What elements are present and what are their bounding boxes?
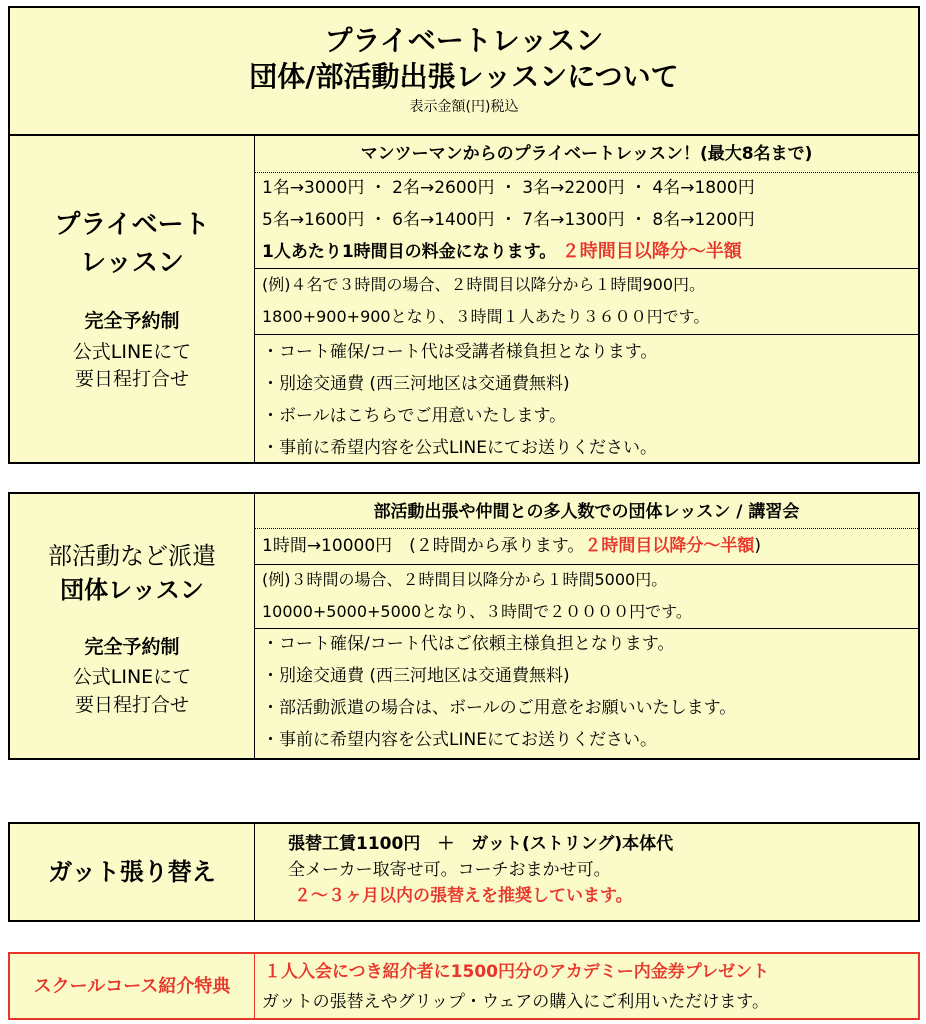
header-box bbox=[8, 6, 920, 136]
group-divider-2 bbox=[255, 564, 918, 565]
referral-divider bbox=[254, 954, 255, 1018]
group-heading-divider bbox=[255, 528, 918, 529]
gut-label: ガット張り替え bbox=[48, 858, 216, 886]
private-heading: マンツーマンからのプライベートレッスン！(最大8名まで) bbox=[360, 144, 813, 164]
group-lesson-box bbox=[8, 492, 920, 760]
private-price-note-red: ２時間目以降分〜半額 bbox=[561, 241, 742, 262]
private-heading-divider bbox=[255, 172, 918, 173]
gut-line1: 張替工賃1100円 ＋ ガット(ストリング)本体代 bbox=[288, 834, 674, 854]
referral-line1: １人入会につき紹介者に1500円分のアカデミー内金券プレゼント bbox=[264, 962, 770, 982]
private-contact-line1: 公式LINEにて bbox=[72, 341, 192, 363]
private-note-3: ・ボールはこちらでご用意いたします。 bbox=[262, 406, 567, 426]
group-note-4: ・事前に希望内容を公式LINEにてお送りください。 bbox=[262, 730, 657, 750]
private-label-line2: レッスン bbox=[80, 248, 184, 278]
private-divider bbox=[254, 136, 255, 462]
group-label-line1: 部活動など派遣 bbox=[48, 542, 216, 570]
private-lesson-box bbox=[8, 134, 920, 464]
tax-note: 表示金額(円)税込 bbox=[409, 99, 519, 115]
group-divider bbox=[254, 494, 255, 758]
group-note-1: ・コート確保/コート代はご依頼主様負担となります。 bbox=[262, 634, 675, 654]
group-contact-line2: 要日程打合せ bbox=[74, 694, 189, 716]
group-heading: 部活動出張や仲間との多人数での団体レッスン / 講習会 bbox=[373, 502, 800, 522]
private-divider-2 bbox=[255, 268, 918, 269]
private-example-line1: (例)４名で３時間の場合、２時間目以降分から１時間900円。 bbox=[262, 275, 706, 294]
private-note-4: ・事前に希望内容を公式LINEにてお送りください。 bbox=[262, 438, 657, 458]
group-reservation: 完全予約制 bbox=[84, 636, 180, 658]
private-price-line1: 1名→3000円 ・ 2名→2600円 ・ 3名→2200円 ・ 4名→1800円 bbox=[262, 178, 755, 198]
group-contact-line1: 公式LINEにて bbox=[72, 666, 192, 688]
page-title-line1: プライベートレッスン bbox=[324, 24, 604, 57]
group-label-line2: 団体レッスン bbox=[60, 576, 204, 604]
gut-line3: ２〜３ヶ月以内の張替えを推奨しています。 bbox=[294, 886, 633, 906]
group-price-close: ) bbox=[754, 536, 762, 556]
group-note-3: ・部活動派遣の場合は、ボールのご用意をお願いいたします。 bbox=[262, 698, 737, 718]
private-divider-3 bbox=[255, 334, 918, 335]
private-label-line1: プライベート bbox=[54, 210, 210, 240]
referral-line2: ガットの張替えやグリップ・ウェアの購入にご利用いただけます。 bbox=[262, 992, 769, 1012]
private-price-note bbox=[262, 240, 742, 264]
group-example-line1: (例)３時間の場合、２時間目以降分から１時間5000円。 bbox=[262, 570, 668, 589]
gut-divider bbox=[254, 824, 255, 920]
group-example-line2: 10000+5000+5000となり、３時間で２００００円です。 bbox=[262, 602, 692, 621]
private-price-note-text: 1人あたり1時間目の料金になります。 bbox=[262, 242, 557, 262]
private-example-line2: 1800+900+900となり、３時間１人あたり３６００円です。 bbox=[262, 307, 710, 326]
group-note-2: ・別途交通費 (西三河地区は交通費無料) bbox=[262, 666, 570, 686]
private-reservation: 完全予約制 bbox=[84, 310, 180, 332]
group-price-red: ２時間目以降分〜半額 bbox=[584, 536, 755, 556]
private-note-2: ・別途交通費 (西三河地区は交通費無料) bbox=[262, 374, 570, 394]
gut-box bbox=[8, 822, 920, 922]
private-price-line2: 5名→1600円 ・ 6名→1400円 ・ 7名→1300円 ・ 8名→1200円 bbox=[262, 210, 755, 230]
private-contact-line2: 要日程打合せ bbox=[74, 368, 189, 390]
gut-line2: 全メーカー取寄せ可。コーチおまかせ可。 bbox=[288, 860, 611, 880]
private-note-1: ・コート確保/コート代は受講者様負担となります。 bbox=[262, 342, 658, 362]
referral-label: スクールコース紹介特典 bbox=[33, 976, 231, 997]
group-divider-3 bbox=[255, 628, 918, 629]
group-price-line bbox=[262, 534, 761, 558]
page-title-line2: 団体/部活動出張レッスンについて bbox=[249, 60, 679, 93]
referral-box bbox=[8, 952, 920, 1020]
group-price-text: 1時間→10000円 (２時間から承ります。 bbox=[262, 536, 585, 556]
